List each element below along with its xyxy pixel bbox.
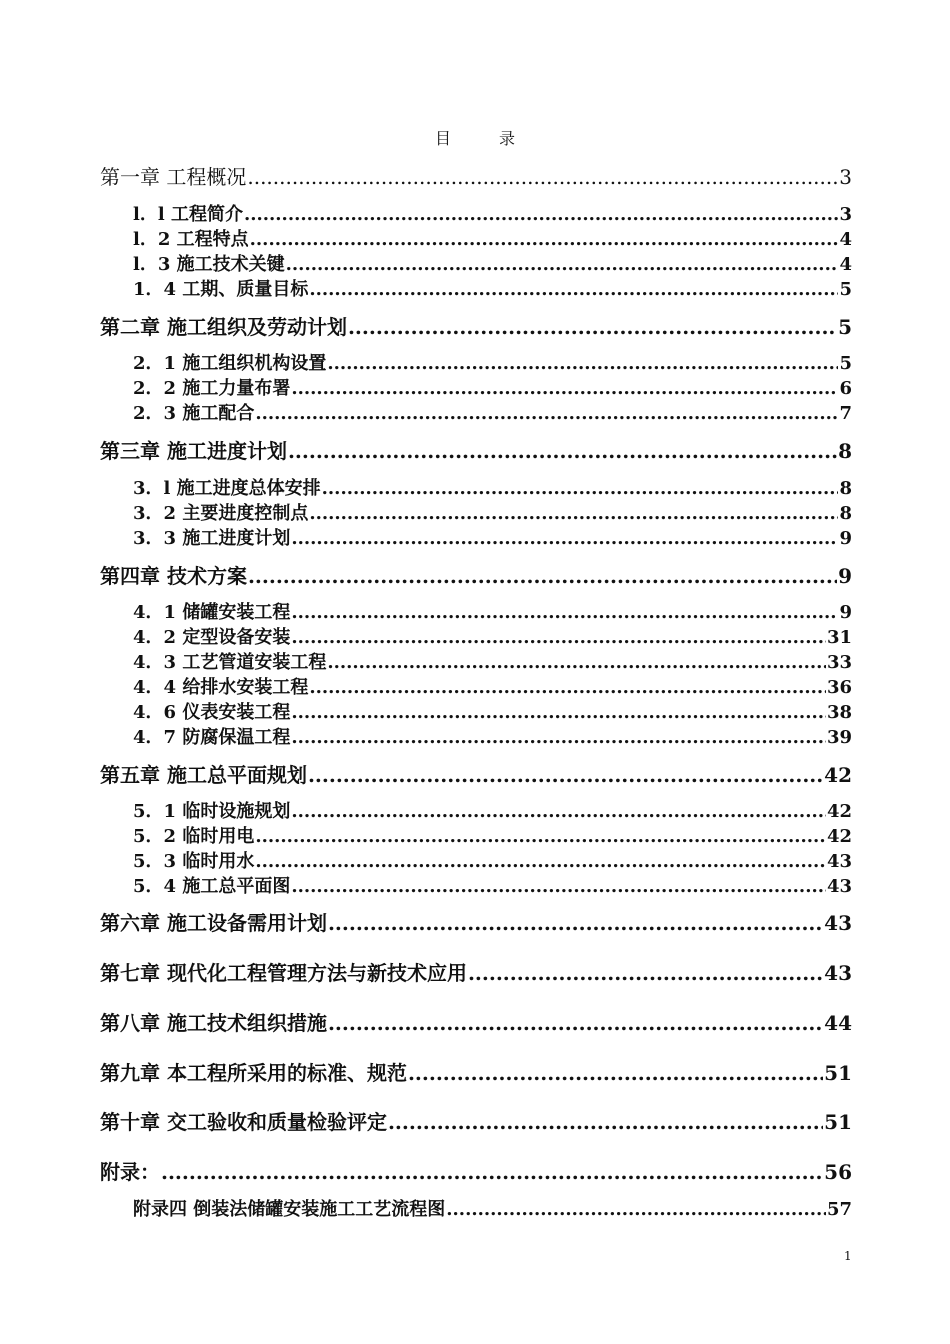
- toc-entry-chapter-8[interactable]: 第八章 施工技术组织措施 ..... 44: [100, 1007, 852, 1036]
- toc-entry-1-1[interactable]: l．l 工程简介 ..... 3: [133, 200, 852, 226]
- toc-entry-4-1[interactable]: 4．1 储罐安装工程 ..... 9: [133, 598, 852, 624]
- toc-entry-chapter-10[interactable]: 第十章 交工验收和质量检验评定 ..... 51: [100, 1106, 852, 1135]
- toc-entry-4-6[interactable]: 4．6 仪表安装工程 ..... 38: [133, 698, 852, 724]
- toc-entry-chapter-6[interactable]: 第六章 施工设备需用计划 ..... 43: [100, 907, 852, 936]
- toc-entry-chapter-3[interactable]: 第三章 施工进度计划 ..... 8: [100, 435, 852, 464]
- toc-entry-chapter-7[interactable]: 第七章 现代化工程管理方法与新技术应用 ..... 43: [100, 957, 852, 986]
- toc-entry-5-1[interactable]: 5．1 临时设施规划 ..... 42: [133, 797, 852, 823]
- toc-title-left: 目: [434, 129, 451, 148]
- page-number: 1: [844, 1249, 852, 1263]
- toc-entry-1-3[interactable]: l．3 施工技术关键 ..... 4: [133, 250, 852, 276]
- toc-entry-3-2[interactable]: 3．2 主要进度控制点 ..... 8: [133, 499, 852, 525]
- toc-entry-5-4[interactable]: 5．4 施工总平面图 ..... 43: [133, 872, 852, 898]
- toc-entry-chapter-2[interactable]: 第二章 施工组织及劳动计划 ..... 5: [100, 311, 852, 340]
- toc-entry-appendix[interactable]: 附录： ..... 56: [100, 1156, 852, 1185]
- toc-entry-4-4[interactable]: 4．4 给排水安装工程 ..... 36: [133, 673, 852, 699]
- toc-entry-appendix-4[interactable]: 附录四 倒装法储罐安装施工工艺流程图 ..... 57: [133, 1195, 852, 1221]
- toc-entry-3-3[interactable]: 3．3 施工进度计划 ..... 9: [133, 524, 852, 550]
- toc-entry-4-2[interactable]: 4．2 定型设备安装 ..... 31: [133, 623, 852, 649]
- toc-entry-chapter-9[interactable]: 第九章 本工程所采用的标准、规范 ..... 51: [100, 1057, 852, 1086]
- toc-entry-5-2[interactable]: 5．2 临时用电 ..... 42: [133, 822, 852, 848]
- toc-entry-2-3[interactable]: 2．3 施工配合 ..... 7: [133, 399, 852, 425]
- toc-entry-1-4[interactable]: 1．4 工期、质量目标 ..... 5: [133, 275, 852, 301]
- toc-entry-2-1[interactable]: 2．1 施工组织机构设置 ..... 5: [133, 349, 852, 375]
- toc-entry-chapter-4[interactable]: 第四章 技术方案 ..... 9: [100, 560, 852, 589]
- toc-entry-1-2[interactable]: l．2 工程特点 ..... 4: [133, 225, 852, 251]
- toc-entry-chapter-5[interactable]: 第五章 施工总平面规划 ..... 42: [100, 759, 852, 788]
- toc-entry-5-3[interactable]: 5．3 临时用水 ..... 43: [133, 847, 852, 873]
- toc-title-right: 录: [499, 129, 516, 148]
- toc-entry-4-7[interactable]: 4．7 防腐保温工程 ..... 39: [133, 723, 852, 749]
- toc-entry-chapter-1[interactable]: 第一章 工程概况 ..... 3: [100, 161, 852, 190]
- toc-entry-3-1[interactable]: 3．l 施工进度总体安排 ..... 8: [133, 474, 852, 500]
- toc-entry-4-3[interactable]: 4．3 工艺管道安装工程 ..... 33: [133, 648, 852, 674]
- toc-entry-2-2[interactable]: 2．2 施工力量布署 ..... 6: [133, 374, 852, 400]
